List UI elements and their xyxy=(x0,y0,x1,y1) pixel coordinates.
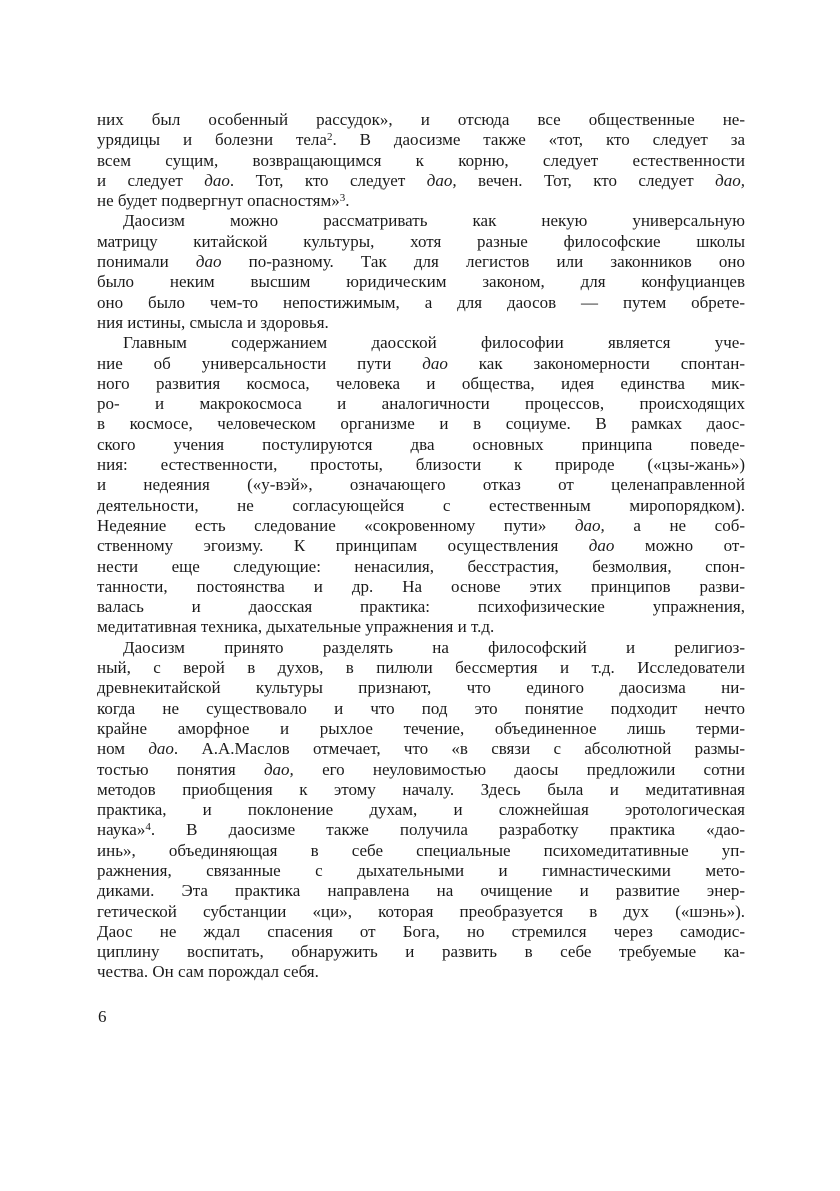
text-segment: крайне аморфное и рыхлое течение, объединенное лишь терми- xyxy=(97,718,745,738)
text-segment: ный, с верой в духов, в пилюли бессмертия и т.д. Исследователи xyxy=(97,658,745,678)
text-line xyxy=(97,881,745,901)
text-segment: Недеяние есть следование «сокровенному пути» xyxy=(97,515,575,535)
text-segment: . Тот, кто следует xyxy=(229,170,427,190)
term-italic: дао, xyxy=(263,759,294,779)
text-segment: ражнения, связанные с дыхательными и гимнастическими мето- xyxy=(97,860,745,880)
text-line xyxy=(97,313,745,333)
text-line xyxy=(97,354,745,374)
text-segment: ния: естественности, простоты, близости к природе («цзы-жань») xyxy=(97,455,745,475)
text-line xyxy=(97,617,745,637)
text-segment: ном xyxy=(97,739,149,759)
text-segment: наука» xyxy=(97,820,146,840)
paragraph xyxy=(97,211,745,333)
term-italic: дао xyxy=(204,170,230,190)
text-segment: ственному эгоизму. К принципам осуществления xyxy=(97,536,589,556)
text-segment: Даосизм можно рассматривать как некую универсальную xyxy=(123,211,745,231)
text-line xyxy=(97,252,745,272)
text-line xyxy=(97,414,745,434)
text-segment: вечен. Тот, кто следует xyxy=(456,170,716,190)
text-segment: гетической субстанции «ци», которая преобразуется в дух («шэнь»). xyxy=(97,901,745,921)
text-segment: в космосе, человеческом организме и в социуме. В рамках даос- xyxy=(97,414,745,434)
text-line xyxy=(97,435,745,455)
text-segment: деятельности, не согласующейся с естественным миропорядком). xyxy=(97,495,745,515)
text-line xyxy=(97,191,745,211)
text-segment: и следует xyxy=(97,170,205,190)
text-segment: древнекитайской культуры признают, что единого даосизма ни- xyxy=(97,678,745,698)
text-segment: инь», объединяющая в себе специальные психомедитативные уп- xyxy=(97,840,745,860)
text-segment: . В даосизме также «тот, кто следует за xyxy=(332,130,745,150)
text-line xyxy=(97,496,745,516)
paragraph xyxy=(97,333,745,637)
text-segment: диками. Эта практика направлена на очищение и развитие энер- xyxy=(97,881,745,901)
text-line xyxy=(97,557,745,577)
text-segment: можно от- xyxy=(614,536,746,556)
text-line xyxy=(97,536,745,556)
text-line xyxy=(97,455,745,475)
text-segment: матрицу китайской культуры, хотя разные философские школы xyxy=(97,231,745,251)
paragraph xyxy=(97,110,745,211)
text-segment: ского учения постулируются два основных принципа поведе- xyxy=(97,434,745,454)
text-segment: всем сущим, возвращающимся к корню, следует естественности xyxy=(97,150,745,170)
text-line xyxy=(97,110,745,130)
text-line xyxy=(97,597,745,617)
text-segment: них был особенный рассудок», и отсюда все общественные не- xyxy=(97,110,745,129)
text-line xyxy=(97,841,745,861)
term-italic: дао xyxy=(422,353,448,373)
text-segment: его неуловимостью даосы предложили сотни xyxy=(293,759,745,779)
footnote-ref: 4 xyxy=(145,821,151,834)
text-line xyxy=(97,211,745,231)
text-segment: . В даосизме также получила разработку практика «дао- xyxy=(150,820,745,840)
text-segment: урядицы и болезни тела xyxy=(97,130,327,150)
text-segment: не будет подвергнут опасностям» xyxy=(97,191,340,211)
footnote-ref: 2 xyxy=(326,131,333,144)
text-segment: понимали xyxy=(97,252,196,272)
text-segment: Даосизм принято разделять на философский и религиоз- xyxy=(123,637,745,657)
text-line xyxy=(97,820,745,840)
text-line xyxy=(97,171,745,191)
text-segment: ние об универсальности пути xyxy=(97,353,423,373)
page-number: 6 xyxy=(98,1007,107,1026)
text-line xyxy=(97,333,745,353)
text-line xyxy=(97,719,745,739)
text-line xyxy=(97,902,745,922)
text-segment: циплину воспитать, обнаружить и развить в себе требуемые ка- xyxy=(97,942,745,962)
term-italic: дао, xyxy=(715,170,745,190)
term-italic: дао xyxy=(148,739,174,759)
text-line xyxy=(97,151,745,171)
text-segment: по-разному. Так для легистов или законников оно xyxy=(221,252,746,272)
text-segment: . xyxy=(345,191,350,211)
text-segment: ного развития космоса, человека и общества, идея единства мик- xyxy=(97,373,745,393)
text-line xyxy=(97,699,745,719)
text-line xyxy=(97,962,745,982)
text-segment: а не соб- xyxy=(604,515,745,535)
term-italic: дао, xyxy=(426,170,457,190)
text-segment: . А.А.Маслов отмечает, что «в связи с абсолютной размы- xyxy=(173,739,745,759)
footnote-ref: 3 xyxy=(339,192,346,205)
text-line xyxy=(97,577,745,597)
text-line xyxy=(97,475,745,495)
text-line xyxy=(97,922,745,942)
text-segment: ро- и макрокосмоса и аналогичности процессов, происходящих xyxy=(97,394,745,414)
term-italic: дао, xyxy=(574,515,605,535)
text-segment: тостью понятия xyxy=(97,759,264,779)
text-line xyxy=(97,678,745,698)
text-segment: практика, и поклонение духам, и сложнейшая эротологическая xyxy=(97,800,745,820)
text-line xyxy=(97,638,745,658)
text-segment: Даос не ждал спасения от Бога, но стремился через самодис- xyxy=(97,921,745,941)
text-segment: и недеяния («у-вэй», означающего отказ от целенаправленной xyxy=(97,475,745,495)
term-italic: дао xyxy=(588,536,615,556)
text-segment: танности, постоянства и др. На основе этих принципов разви- xyxy=(97,576,745,596)
text-line xyxy=(97,130,745,150)
text-line xyxy=(97,780,745,800)
text-line xyxy=(97,232,745,252)
text-line xyxy=(97,800,745,820)
text-segment: Главным содержанием даосской философии является уче- xyxy=(123,333,745,353)
term-italic: дао xyxy=(195,252,222,272)
text-segment: было неким высшим юридическим законом, для конфуцианцев xyxy=(97,272,745,292)
text-line xyxy=(97,739,745,759)
text-line xyxy=(97,658,745,678)
text-segment: нести еще следующие: ненасилия, бесстрастия, безмолвия, спон- xyxy=(97,556,745,576)
text-line xyxy=(97,942,745,962)
text-segment: как закономерности спонтан- xyxy=(447,353,745,373)
text-segment: ния истины, смысла и здоровья. xyxy=(97,312,329,332)
text-segment: чества. Он сам порождал себя. xyxy=(97,962,319,982)
text-block xyxy=(97,110,745,983)
text-segment: валась и даосская практика: психофизические упражнения, xyxy=(97,597,745,617)
paragraph xyxy=(97,638,745,983)
text-segment: медитативная техника, дыхательные упражнения и т.д. xyxy=(97,617,495,637)
text-line xyxy=(97,861,745,881)
text-segment: когда не существовало и что под это понятие подходит нечто xyxy=(97,698,745,718)
text-line xyxy=(97,394,745,414)
text-line xyxy=(97,760,745,780)
text-segment: методов приобщения к этому началу. Здесь была и медитативная xyxy=(97,779,745,799)
text-line xyxy=(97,516,745,536)
text-line xyxy=(97,272,745,292)
text-line xyxy=(97,374,745,394)
text-segment: оно было чем-то непостижимым, а для даосов — путем обрете- xyxy=(97,292,745,312)
text-line xyxy=(97,293,745,313)
